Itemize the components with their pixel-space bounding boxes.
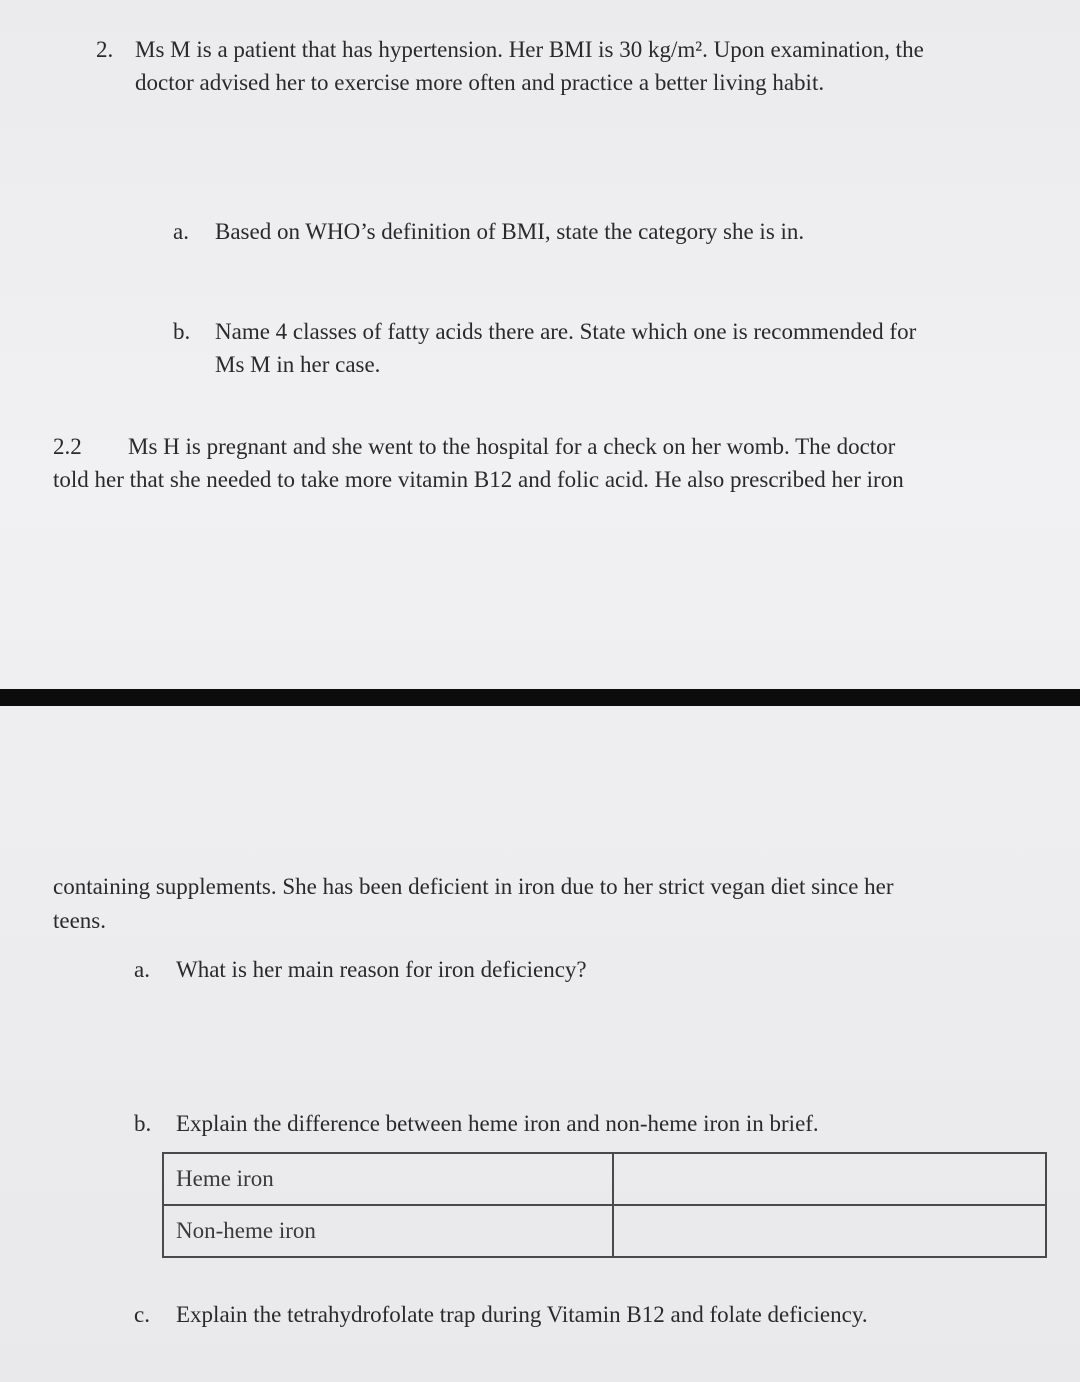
table-cell-non-heme-iron-answer[interactable] [613,1205,1046,1257]
question-2-2-number: 2.2 [53,434,82,459]
question-2-2-text-line-1: Ms H is pregnant and she went to the hospital for a check on her womb. The doctor [128,434,896,459]
question-2a-marker: a. [173,219,189,244]
table-row [163,1205,1046,1257]
question-2b-text-line-2: Ms M in her case. [215,352,381,377]
question-2-2a-marker: a. [134,957,150,982]
question-2-2c-marker: c. [134,1302,150,1327]
iron-comparison-table [162,1152,1047,1258]
question-2b-marker: b. [173,319,191,344]
question-2b-text-line-1: Name 4 classes of fatty acids there are. State which one is recommended for [215,319,917,344]
question-2-number: 2. [96,37,114,62]
question-2-text-line-2: doctor advised her to exercise more often and practice a better living habit. [135,70,825,95]
question-2-2c-text: Explain the tetrahydrofolate trap during Vitamin B12 and folate deficiency. [176,1302,868,1327]
question-2a-text: Based on WHO’s definition of BMI, state the category she is in. [215,219,805,244]
question-2-2-text-line-3: containing supplements. She has been deficient in iron due to her strict vegan diet since her [53,874,894,899]
question-2-2-text-line-4: teens. [53,908,107,933]
table-row [163,1153,1046,1205]
question-2-2a-text: What is her main reason for iron deficiency? [176,957,587,982]
table-cell-non-heme-iron-label: Non-heme iron [163,1205,613,1257]
table-cell-heme-iron-label: Heme iron [163,1153,613,1205]
question-2-2-text-line-2: told her that she needed to take more vitamin B12 and folic acid. He also prescribed her iron [53,467,904,492]
question-2-2b-text: Explain the difference between heme iron and non-heme iron in brief. [176,1111,819,1136]
question-2-2b-marker: b. [134,1111,152,1136]
question-2-text-line-1: Ms M is a patient that has hypertension. Her BMI is 30 kg/m². Upon examination, the [135,37,924,62]
page-divider [0,689,1080,706]
table-cell-heme-iron-answer[interactable] [613,1153,1046,1205]
